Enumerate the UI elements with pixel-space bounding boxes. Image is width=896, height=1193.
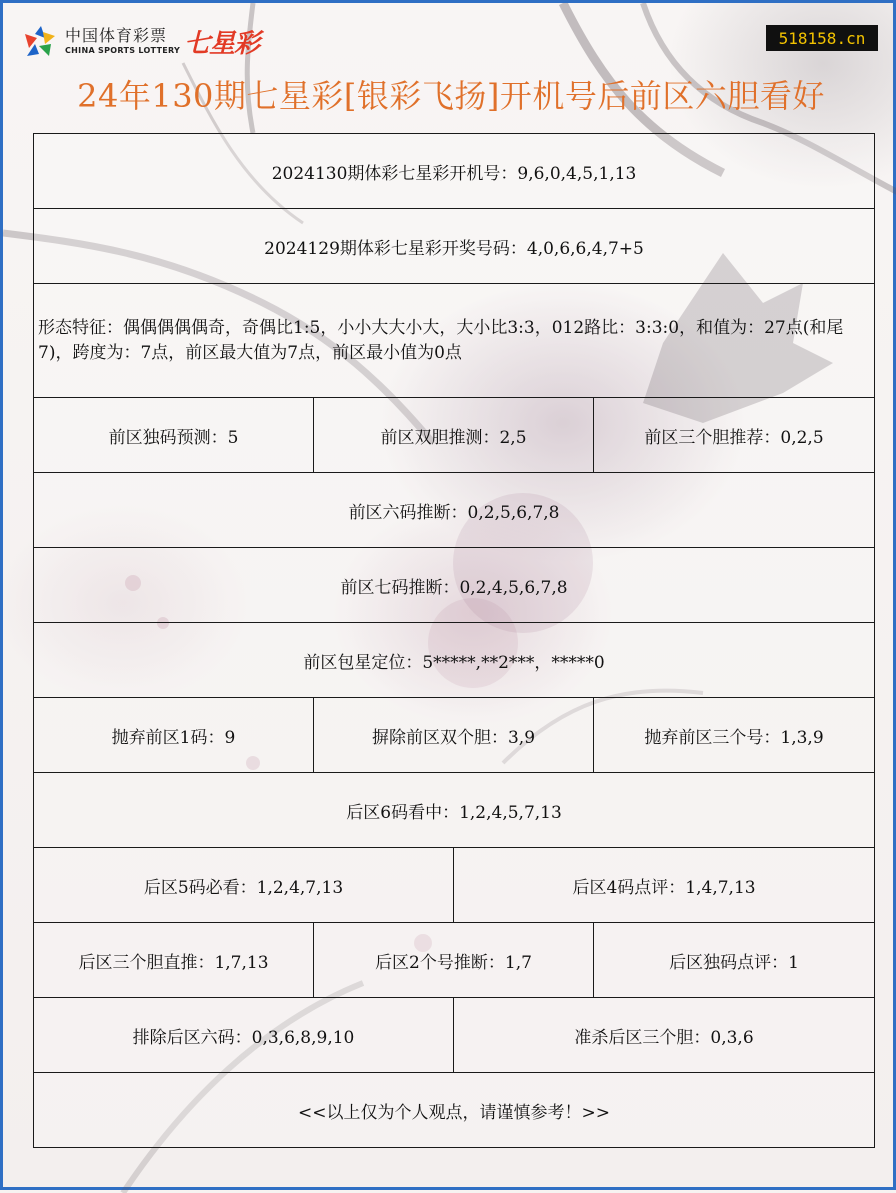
table-row: [34, 398, 875, 473]
logo-english-text: CHINA SPORTS LOTTERY: [65, 45, 181, 55]
table-row: [34, 698, 875, 773]
lottery-emblem-icon: [21, 22, 59, 60]
table-row: [34, 134, 875, 209]
back-kill-three: 准杀后区三个胆：0,3,6: [454, 998, 875, 1073]
table-row: [34, 923, 875, 998]
china-sports-lottery-logo: [21, 21, 259, 61]
front-double-prediction: 前区双胆推测：2,5: [314, 398, 594, 473]
table-row: [34, 623, 875, 698]
page-title: 24年130期七星彩[银彩飞扬]开机号后前区六胆看好: [77, 77, 825, 115]
front-six-codes: 前区六码推断：0,2,5,6,7,8: [34, 473, 875, 548]
table-row: [34, 548, 875, 623]
table-row: [34, 773, 875, 848]
front-triple-recommend: 前区三个胆推荐：0,2,5: [594, 398, 875, 473]
table-row: [34, 473, 875, 548]
front-discard-three: 抛弃前区三个号：1,3,9: [594, 698, 875, 773]
front-exclude-two: 摒除前区双个胆：3,9: [314, 698, 594, 773]
pattern-features: 形态特征：偶偶偶偶偶奇，奇偶比1:5，小小大大小大，大小比3:3，012路比：3:3:0，和值为：27点(和尾7)，跨度为：7点，前区最大值为7点，前区最小值为0点: [34, 284, 875, 398]
previous-draw-number: 2024129期体彩七星彩开奖号码：4,0,6,6,4,7+5: [34, 209, 875, 284]
table-row: [34, 1073, 875, 1148]
table-row: [34, 998, 875, 1073]
front-discard-one: 抛弃前区1码：9: [34, 698, 314, 773]
back-exclude-six: 排除后区六码：0,3,6,8,9,10: [34, 998, 454, 1073]
site-badge[interactable]: 518158.cn: [766, 25, 878, 51]
front-seven-codes: 前区七码推断：0,2,4,5,6,7,8: [34, 548, 875, 623]
table-row: [34, 209, 875, 284]
latest-open-number: 2024130期体彩七星彩开机号：9,6,0,4,5,1,13: [34, 134, 875, 209]
qixingcai-brand: 七星彩: [184, 28, 260, 59]
table-row: [34, 284, 875, 398]
back-four-codes: 后区4码点评：1,4,7,13: [454, 848, 875, 923]
logo-chinese-text: 中国体育彩票: [65, 25, 168, 45]
back-five-codes: 后区5码必看：1,2,4,7,13: [34, 848, 454, 923]
prediction-table: [33, 133, 875, 1148]
back-single-review: 后区独码点评：1: [594, 923, 875, 998]
back-six-codes: 后区6码看中：1,2,4,5,7,13: [34, 773, 875, 848]
back-two-infer: 后区2个号推断：1,7: [314, 923, 594, 998]
back-three-direct: 后区三个胆直推：1,7,13: [34, 923, 314, 998]
disclaimer: <<以上仅为个人观点，请谨慎参考！>>: [34, 1073, 875, 1148]
front-position-codes: 前区包星定位：5*****,**2***，*****0: [34, 623, 875, 698]
front-single-prediction: 前区独码预测：5: [34, 398, 314, 473]
table-row: [34, 848, 875, 923]
